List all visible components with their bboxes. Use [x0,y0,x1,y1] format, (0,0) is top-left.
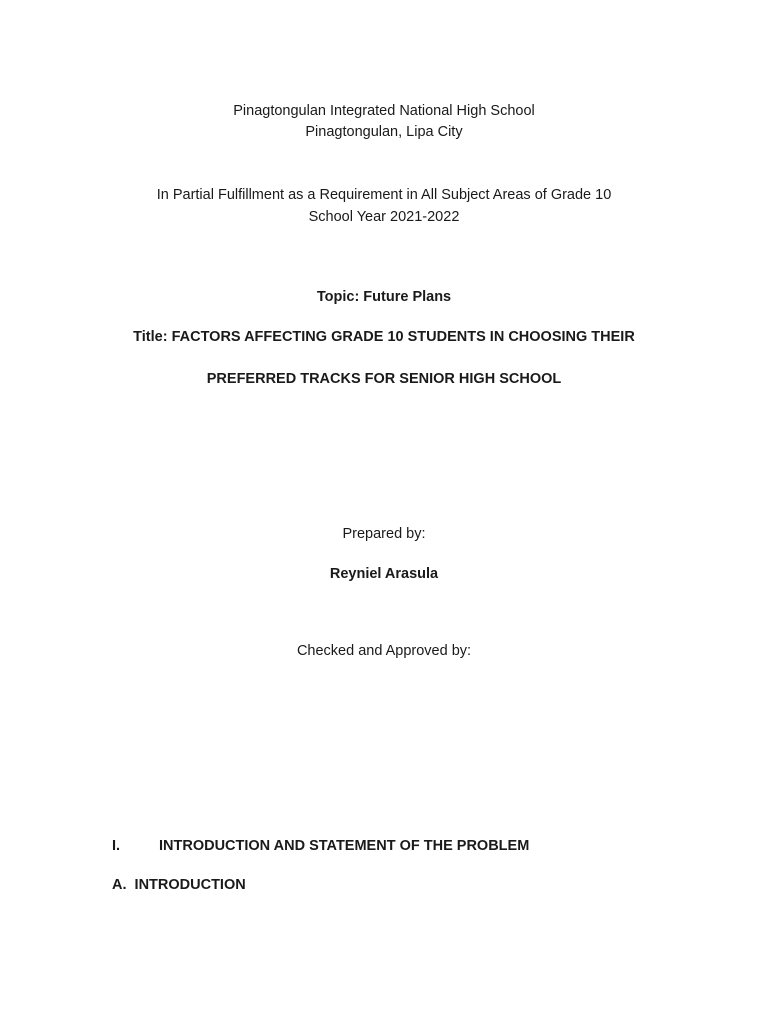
checked-approved-label: Checked and Approved by: [296,643,472,659]
fulfillment-line-2: School Year 2021-2022 [308,209,460,225]
title-line-1: Title: FACTORS AFFECTING GRADE 10 STUDENTS IN CHOOSING THEIR [133,329,635,345]
section-heading: INTRODUCTION AND STATEMENT OF THE PROBLEM [159,838,530,854]
prepared-by-label: Prepared by: [342,526,426,542]
fulfillment-line-1: In Partial Fulfillment as a Requirement in All Subject Areas of Grade 10 [156,187,612,203]
preparer-name: Reyniel Arasula [329,566,439,582]
topic-line: Topic: Future Plans [316,289,452,305]
subsection-heading: A. INTRODUCTION [112,877,246,893]
title-line-2: PREFERRED TRACKS FOR SENIOR HIGH SCHOOL [206,371,562,387]
section-number: I. [112,838,121,854]
school-address: Pinagtongulan, Lipa City [305,124,463,140]
school-name: Pinagtongulan Integrated National High School [233,103,535,119]
